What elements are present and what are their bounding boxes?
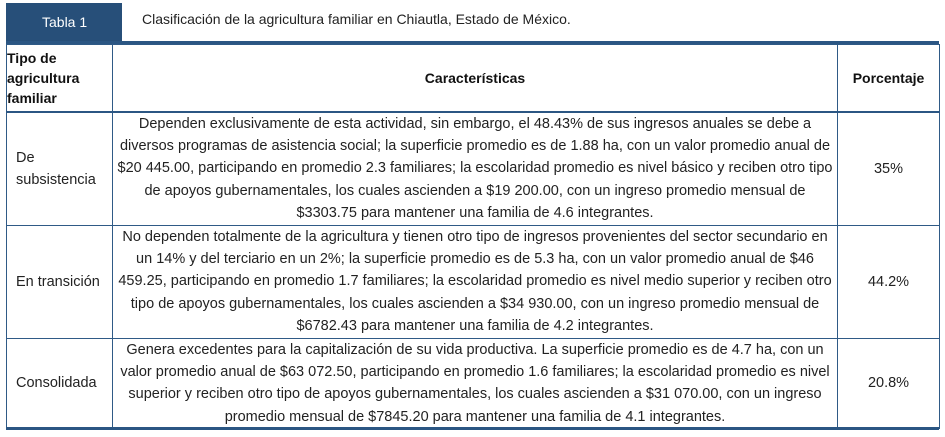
cell-porcentaje: 35% [838, 112, 940, 226]
header-caracteristicas: Características [113, 45, 838, 112]
table-row [7, 225, 940, 338]
cell-porcentaje: 44.2% [838, 225, 940, 338]
header-porcentaje: Porcentaje [838, 45, 940, 112]
header-tipo: Tipo de agricultura familiar [7, 45, 113, 112]
table-title: Clasificación de la agricultura familiar en Chiautla, Estado de México. [142, 11, 571, 27]
table-number-label: Tabla 1 [6, 3, 122, 41]
cell-caracteristicas: Genera excedentes para la capitalización de su vida productiva. La superficie promedio es de 4.7 ha, con un valor promedio anual de $63 072.50, participando en promedio 1.6 familiares; la escolaridad promedio es nivel superior y reciben otro tipo de apoyos gubernamentales, los cuales ascienden a $31 070.00, con un ingreso promedio mensual de $7845.20 para mantener una familia de 4.1 integrantes. [113, 338, 838, 429]
agriculture-table [6, 44, 940, 429]
table-caption [0, 0, 945, 42]
cell-tipo: Consolidada [7, 338, 113, 429]
table-row [7, 338, 940, 429]
cell-caracteristicas: No dependen totalmente de la agricultura y tienen otro tipo de ingresos provenientes del sector secundario en un 14% y del terciario en un 2%; la superficie promedio es de 5.3 ha, con un valor promedio anual de $46 459.25, participando en promedio 1.7 familiares; la escolaridad promedio es nivel medio superior y reciben otro tipo de apoyos gubernamentales, los cuales ascienden a $34 930.00, con un ingreso promedio mensual de $6782.43 para mantener una familia de 4.2 integrantes. [113, 225, 838, 338]
cell-caracteristicas: Dependen exclusivamente de esta actividad, sin embargo, el 48.43% de sus ingresos anuales se debe a diversos programas de asistencia social; la superficie promedio es de 1.88 ha, con un valor promedio anual de $20 445.00, participando en promedio 2.3 familiares; la escolaridad promedio es nivel básico y reciben otro tipo de apoyos gubernamentales, los cuales ascienden a $19 200.00, con un ingreso promedio mensual de $3303.75 para mantener una familia de 4.6 integrantes. [113, 112, 838, 226]
table-row [7, 112, 940, 226]
cell-tipo: De subsistencia [7, 112, 113, 226]
table-header-row [7, 45, 940, 112]
cell-tipo: En transición [7, 225, 113, 338]
bottom-rule [6, 427, 939, 430]
cell-porcentaje: 20.8% [838, 338, 940, 429]
